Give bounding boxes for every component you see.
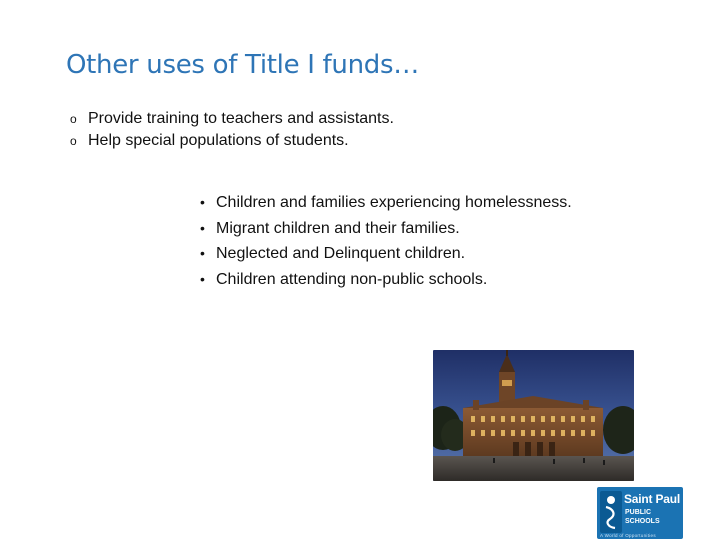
bullet-icon: • xyxy=(200,270,205,287)
bullet-icon: • xyxy=(200,245,205,261)
bullet-icon: • xyxy=(200,194,205,210)
logo-subtitle-line-schools: SCHOOLS xyxy=(625,518,660,525)
sub-bullet-text: Children attending non-public schools. xyxy=(216,270,488,288)
city-hall-photo xyxy=(433,350,634,481)
sub-bullet-item xyxy=(200,190,572,216)
logo-tagline: A World of Opportunities xyxy=(600,533,656,538)
logo-subtitle xyxy=(625,508,660,526)
hollow-bullet-icon: o xyxy=(70,112,77,126)
sub-bullet-text: Children and families experiencing homelessness. xyxy=(216,194,572,211)
saint-paul-public-schools-logo xyxy=(597,487,683,539)
logo-title: Saint Paul xyxy=(624,492,681,506)
main-bullet-item xyxy=(70,108,394,130)
sub-bullet-item xyxy=(200,241,572,267)
main-bullet-text: Provide training to teachers and assistants. xyxy=(88,110,394,127)
logo-subtitle-line-public: PUBLIC xyxy=(625,509,652,516)
main-bullet-item xyxy=(70,130,394,152)
saint-paul-logo-mark-icon xyxy=(600,491,622,533)
sub-bullet-text: Neglected and Delinquent children. xyxy=(216,245,466,262)
bullet-icon: • xyxy=(200,219,205,236)
slide-title: Other uses of Title I funds… xyxy=(66,50,419,80)
main-bullet-text: Help special populations of students. xyxy=(88,132,349,149)
sub-bullet-item xyxy=(200,267,572,293)
sub-bullet-list xyxy=(200,190,572,292)
main-bullet-list xyxy=(70,108,394,152)
sub-bullet-text: Migrant children and their families. xyxy=(216,219,460,237)
hollow-bullet-icon: o xyxy=(70,134,77,148)
sub-bullet-item xyxy=(200,216,572,242)
